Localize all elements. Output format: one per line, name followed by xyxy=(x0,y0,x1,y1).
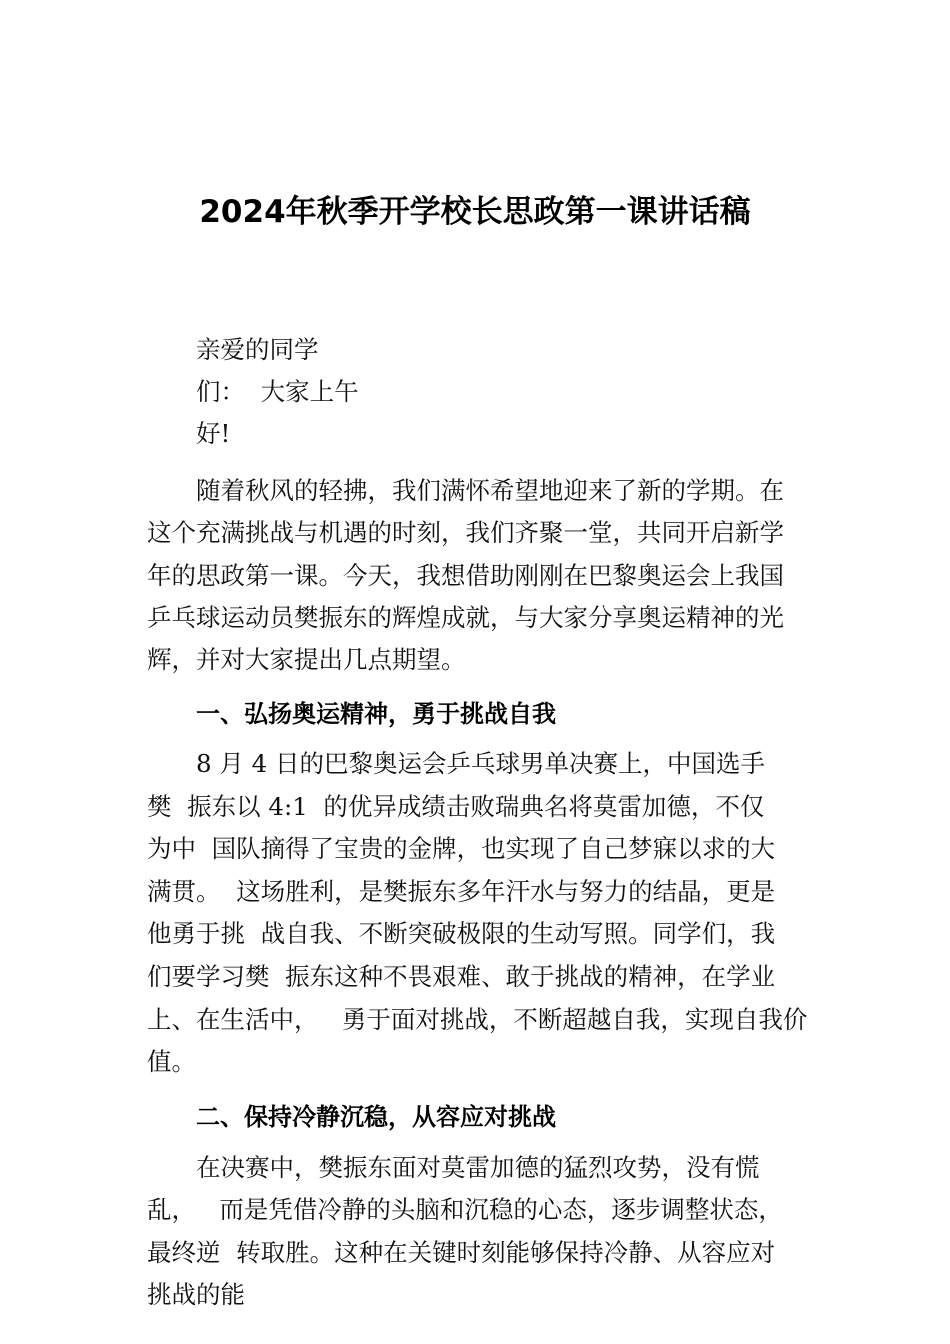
greeting-line: 亲爱的同学 xyxy=(196,335,319,364)
paragraph-line: 们要学习樊 振东这种不畏艰难、敢于挑战的精神，在学业 xyxy=(147,962,776,991)
paragraph-line: 他勇于挑 战自我、不断突破极限的生动写照。同学们，我 xyxy=(147,919,776,948)
paragraph-line: 随着秋风的轻拂，我们满怀希望地迎来了新的学期。在 xyxy=(196,476,784,505)
section-heading: 一、弘扬奥运精神，勇于挑战自我 xyxy=(196,700,556,728)
greeting-line: 好! xyxy=(196,419,231,448)
paragraph-line: 乱， 而是凭借冷静的头脑和沉稳的心态，逐步调整状态， xyxy=(147,1195,783,1224)
paragraph-line: 挑战的能 xyxy=(147,1280,245,1309)
section-heading: 二、保持冷静沉稳，从容应对挑战 xyxy=(196,1103,556,1131)
paragraph-line: 上、在生活中， 勇于面对挑战，不断超越自我，实现自我价 xyxy=(147,1005,808,1034)
paragraph-line: 为中 国队摘得了宝贵的金牌，也实现了自己梦寐以求的大 xyxy=(147,834,776,863)
paragraph-line: 樊 振东以 4:1 的优异成绩击败瑞典名将莫雷加德，不仅 xyxy=(147,792,765,821)
paragraph-line: 8 月 4 日的巴黎奥运会乒乓球男单决赛上，中国选手 xyxy=(196,749,766,778)
paragraph-line: 在决赛中，樊振东面对莫雷加德的猛烈攻势，没有慌 xyxy=(196,1153,760,1182)
paragraph-line: 年的思政第一课。今天，我想借助刚刚在巴黎奥运会上我国 xyxy=(147,561,784,590)
paragraph-line: 辉，并对大家提出几点期望。 xyxy=(147,645,466,674)
paragraph-line: 满贯。 这场胜利，是樊振东多年汗水与努力的结晶，更是 xyxy=(147,877,776,906)
paragraph-line: 最终逆 转取胜。这种在关键时刻能够保持冷静、从容应对 xyxy=(147,1238,776,1267)
paragraph-line: 这个充满挑战与机遇的时刻，我们齐聚一堂，共同开启新学 xyxy=(147,518,784,547)
paragraph-line: 乒乓球运动员樊振东的辉煌成就，与大家分享奥运精神的光 xyxy=(147,603,784,632)
paragraph-line: 值。 xyxy=(147,1047,196,1076)
greeting-line: 们： 大家上午 xyxy=(196,377,359,406)
document-title: 2024年秋季开学校长思政第一课讲话稿 xyxy=(199,194,751,230)
